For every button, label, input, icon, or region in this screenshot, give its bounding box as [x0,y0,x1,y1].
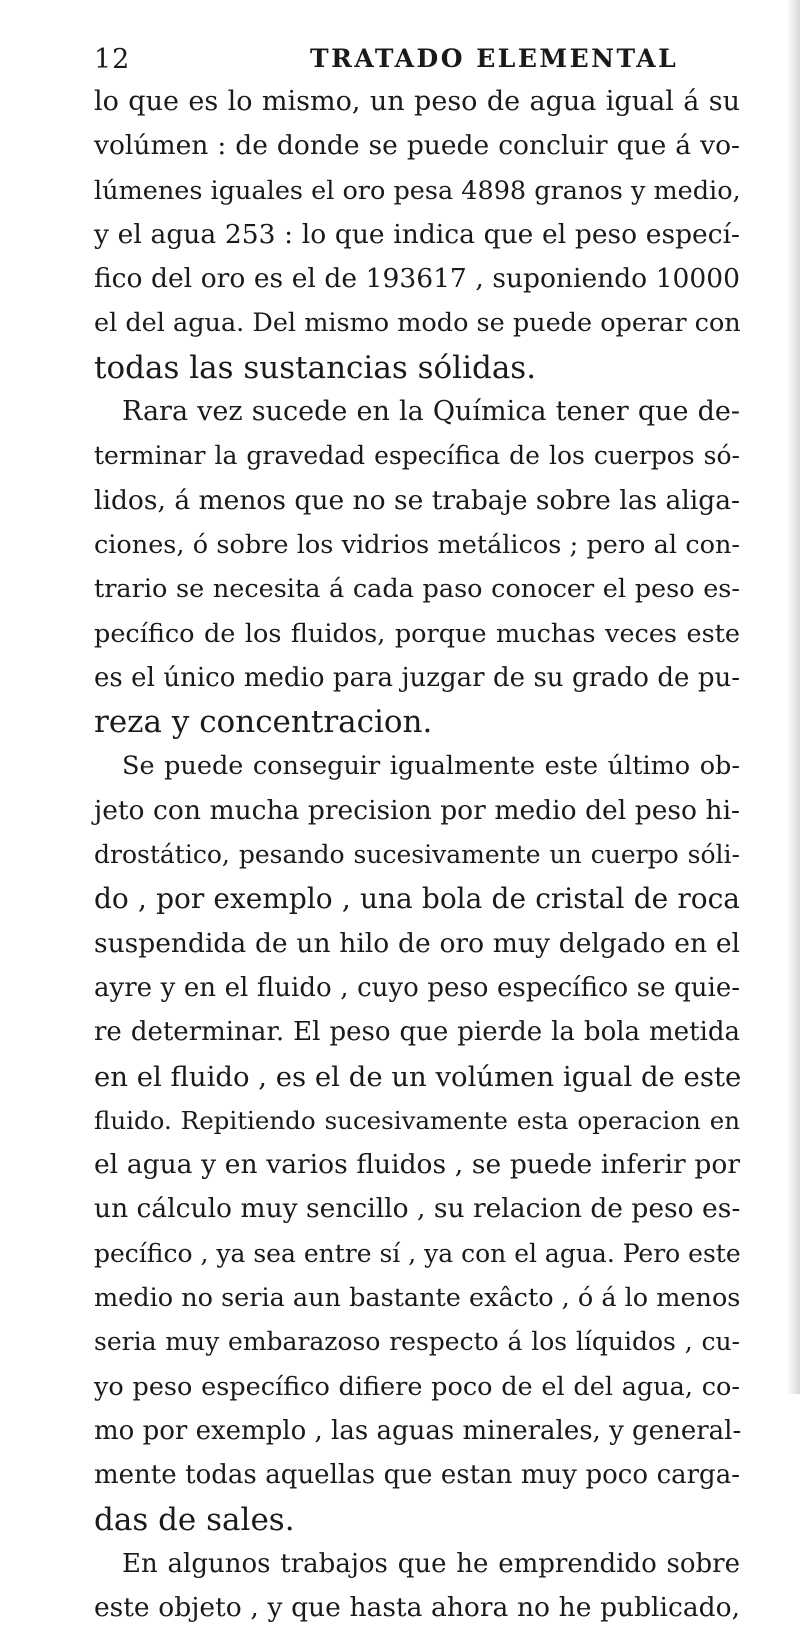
text-line: en el fluido , es el de un volúmen igual de este [94,1060,742,1093]
text-line: pecífico , ya sea entre sí , ya con el agua. Pero este [94,1238,741,1268]
text-line: drostático, pesando sucesivamente un cuerpo sóli- [94,840,740,870]
text-line: lúmenes iguales el oro pesa 4898 granos y medio, [94,175,741,206]
text-line: todas las sustancias sólidas. [94,349,537,386]
text-line: yo peso específico difiere poco de el del agua, co- [94,1371,740,1402]
paragraph-start-line: Se puede conseguir igualmente este último ob- [122,751,740,782]
text-line: el del agua. Del mismo modo se puede operar con [94,308,741,339]
text-line: el agua y en varios fluidos , se puede inferir por [94,1149,740,1181]
text-line: ciones, ó sobre los vidrios metálicos ; pero al con- [94,529,740,560]
paragraph-start-line: En algunos trabajos que he emprendido sobre [122,1548,740,1579]
text-line: es el único medio para juzgar de su grado de pu- [94,662,740,693]
text-line: y el agua 253 : lo que indica que el peso especí- [94,218,740,250]
text-line: pecífico de los fluidos, porque muchas veces este [94,618,740,649]
text-line: das de sales. [94,1501,295,1538]
text-line: lidos, á menos que no se trabaje sobre las aliga- [94,484,740,516]
text-line: ayre y en el fluido , cuyo peso específico se quie- [94,972,740,1003]
text-line: re determinar. El peso que pierde la bola metida [94,1017,740,1048]
text-line: este objeto , y que hasta ahora no he publicado, [94,1592,740,1624]
page-header [94,44,742,84]
page-edge-shadow [786,0,800,1394]
text-line: fluido. Repitiendo sucesivamente esta operacion en [94,1105,740,1135]
body-text [94,80,740,1630]
text-line: suspendida de un hilo de oro muy delgado en el [94,927,740,959]
text-line: seria muy embarazoso respecto á los líquidos , cu- [94,1327,740,1357]
text-line: mo por exemplo , las aguas minerales, y general- [94,1415,742,1446]
page-number: 12 [94,44,131,75]
text-line: trario se necesita á cada paso conocer el peso es- [94,574,740,605]
text-line: terminar la gravedad específica de los cuerpos só- [94,441,740,471]
text-line: mente todas aquellas que estan muy poco carga- [94,1460,740,1491]
text-line: lo que es lo mismo, un peso de agua igual á su [94,86,740,117]
text-line: volúmen : de donde se puede concluir que á vo- [94,130,740,162]
running-title: TRATADO ELEMENTAL [310,44,679,73]
text-line: un cálculo muy sencillo , su relacion de peso es- [94,1193,741,1225]
text-line: do , por exemplo , una bola de cristal de roca [94,882,740,916]
text-line: medio no seria aun bastante exâcto , ó á lo menos [94,1283,741,1314]
text-line: fico del oro es el de 193617 , suponiendo 10000 [94,263,740,295]
paragraph-start-line: Rara vez sucede en la Química tener que de- [122,396,740,428]
text-line: jeto con mucha precision por medio del peso hi- [94,794,740,826]
text-line: reza y concentracion. [94,704,433,741]
